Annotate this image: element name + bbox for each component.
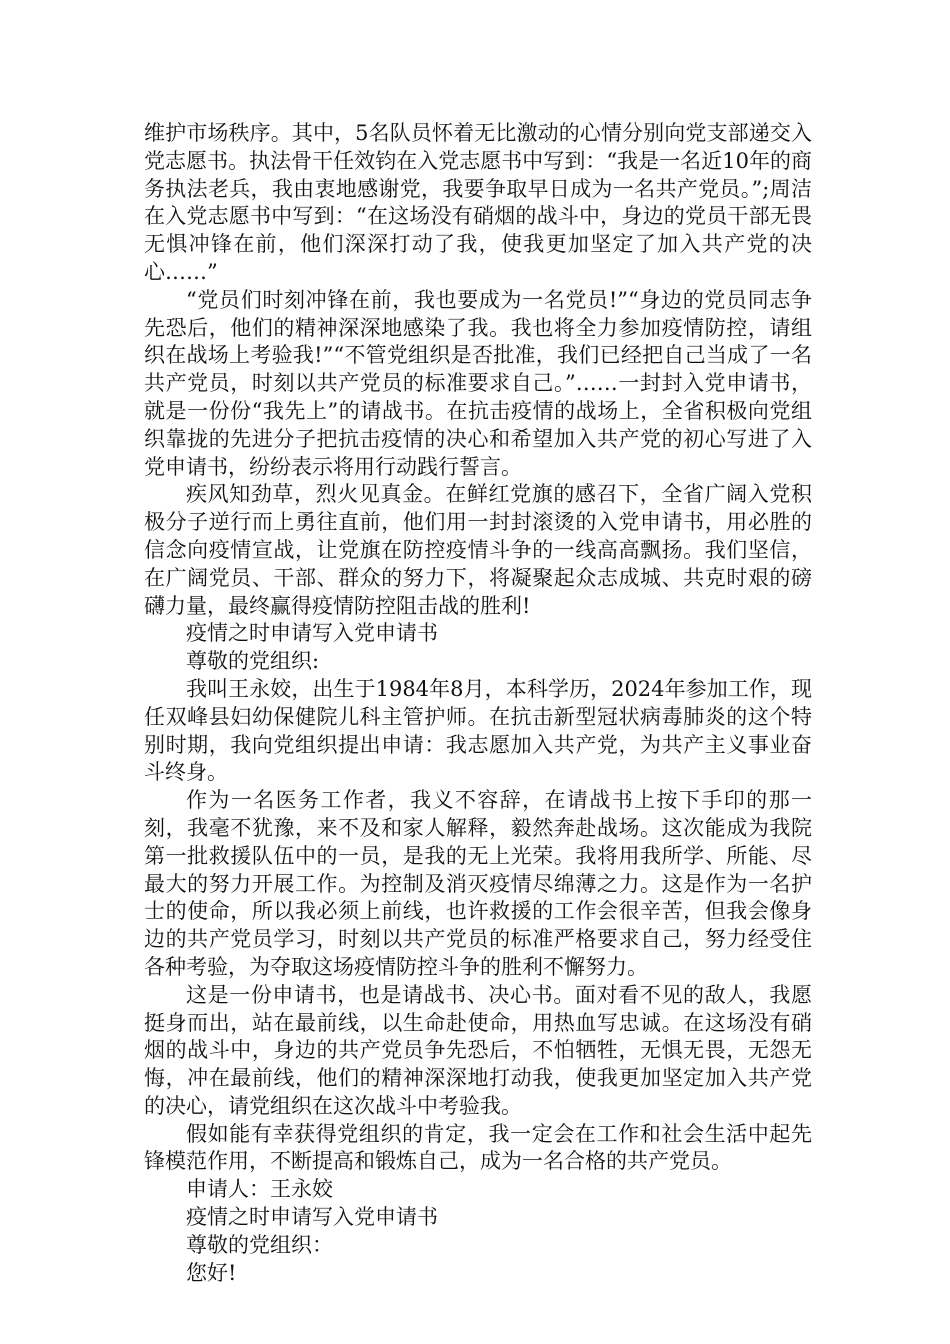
paragraph-7: 假如能有幸获得党组织的肯定，我一定会在工作和社会生活中起先锋模范作用，不断提高和锻炼自己，成为一名合格的共产党员。 <box>144 1121 812 1174</box>
greeting: 您好! <box>186 1260 237 1285</box>
section-title-1: 疫情之时申请写入党申请书 <box>186 621 438 646</box>
paragraph-5: 作为一名医务工作者，我义不容辞，在请战书上按下手印的那一刻，我毫不犹豫，来不及和家人解释，毅然奔赴战场。这次能成为我院第一批救援队伍中的一员，是我的无上光荣。我将用我所学、所能、尽最大的努力开展工作。为控制及消灭疫情尽绵薄之力。这是作为一名护士的使命，所以我必须上前线，也许救援的工作会很辛苦，但我会像身边的共产党员学习，时刻以共产党员的标准严格要求自己，努力经受住各种考验，为夺取这场疫情防控斗争的胜利不懈努力。 <box>144 788 812 979</box>
salutation-1: 尊敬的党组织: <box>186 649 320 674</box>
paragraph-1: 维护市场秩序。其中，5名队员怀着无比激动的心情分别向党支部递交入党志愿书。执法骨干任效钧在入党志愿书中写到：“我是一名近10年的商务执法老兵，我由衷地感谢党，我要争取早日成为一名共产党员。”;周洁在入党志愿书中写到：“在这场没有硝烟的战斗中，身边的党员干部无畏无惧冲锋在前，他们深深打动了我，使我更加坚定了加入共产党的决心……” <box>144 121 812 284</box>
applicant-signature: 申请人：王永姣 <box>186 1177 333 1202</box>
salutation-2: 尊敬的党组织： <box>186 1232 333 1257</box>
paragraph-3: 疾风知劲草，烈火见真金。在鲜红党旗的感召下，全省广阔入党积极分子逆行而上勇往直前，他们用一封封滚烫的入党申请书，用必胜的信念向疫情宣战，让党旗在防控疫情斗争的一线高高飘扬。我们坚信，在广阔党员、干部、群众的努力下，将凝聚起众志成城、共克时艰的磅礴力量，最终赢得疫情防控阻击战的胜利! <box>144 482 812 618</box>
paragraph-4: 我叫王永姣，出生于1984年8月，本科学历，2024年参加工作，现任双峰县妇幼保健院儿科主管护师。在抗击新型冠状病毒肺炎的这个特别时期，我向党组织提出申请：我志愿加入共产党，为共产主义事业奋斗终身。 <box>144 676 812 785</box>
paragraph-2: “党员们时刻冲锋在前，我也要成为一名党员!”“身边的党员同志争先恐后，他们的精神深深地感染了我。我也将全力参加疫情防控，请组织在战场上考验我!”“不管党组织是否批准，我们已经把自己当成了一名共产党员，时刻以共产党员的标准要求自己。”……一封封入党申请书，就是一份份“我先上”的请战书。在抗击疫情的战场上，全省积极向党组织靠拢的先进分子把抗击疫情的决心和希望加入共产党的初心写进了入党申请书，纷纷表示将用行动践行誓言。 <box>144 287 812 479</box>
paragraph-6: 这是一份申请书，也是请战书、决心书。面对看不见的敌人，我愿挺身而出，站在最前线，以生命赴使命，用热血写忠诚。在这场没有硝烟的战斗中，身边的共产党员争先恐后，不怕牺牲，无惧无畏，无怨无悔，冲在最前线，他们的精神深深地打动我，使我更加坚定加入共产党的决心，请党组织在这次战斗中考验我。 <box>144 982 812 1118</box>
section-title-2: 疫情之时申请写入党申请书 <box>186 1205 438 1230</box>
document-page <box>144 120 812 1287</box>
